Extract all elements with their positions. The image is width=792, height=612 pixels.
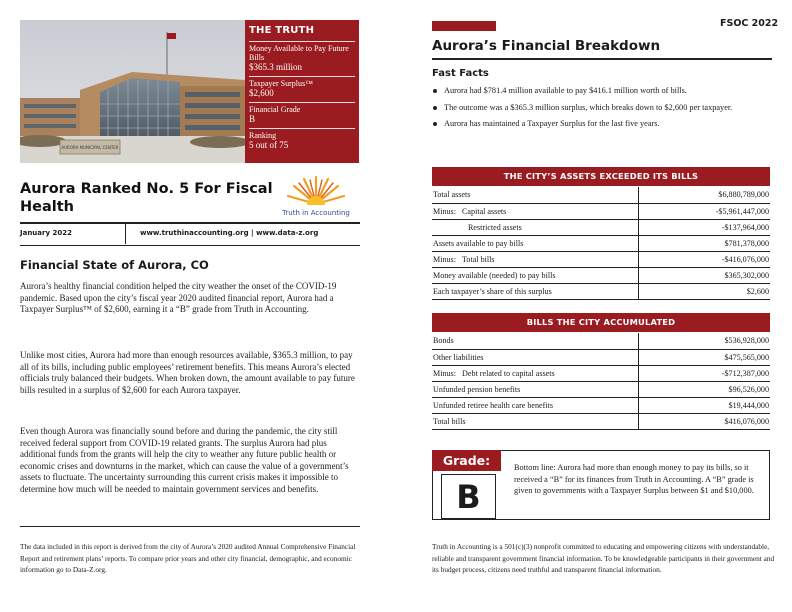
fast-fact-item: The outcome was a $365.3 million surplus, which breaks down to $2,600 per taxpayer. [432,103,772,114]
row-label: Each taxpayer’s share of this surplus [432,284,638,300]
table-row [432,219,770,235]
table-row [432,251,770,267]
truth-summary-box [245,20,359,163]
sun-logo-icon [280,174,352,210]
table-row [432,187,770,203]
row-prefix: Minus: [433,368,456,378]
truth-divider [249,76,355,77]
grade-letter: B [441,474,496,519]
row-value: $475,565,000 [638,349,770,365]
row-value: $781,378,000 [638,235,770,251]
row-label [432,251,638,267]
fast-fact-item: Aurora had $781.4 million available to pay $416.1 million worth of bills. [432,86,772,97]
meta-bottom-rule [20,245,360,246]
truth-divider [249,41,355,42]
table-row [432,349,770,365]
organization-note: Truth in Accounting is a 501(c)(3) nonprofit committed to educating and empowering citizens with understandable, reliable and transparent government financial information. To be knowledgeable participants in their government and its budget process, citizens need truthful and transparent financial information. [432,542,775,575]
row-prefix: Minus: [433,254,456,264]
row-value: $416,076,000 [638,413,770,429]
truth-divider [249,102,355,103]
table-row [432,365,770,381]
row-value: -$416,076,000 [638,251,770,267]
financial-grade-value: B [249,114,256,124]
section-title: Financial State of Aurora, CO [20,258,209,272]
row-value: $19,444,000 [638,397,770,413]
table-row [432,203,770,219]
fast-facts-title: Fast Facts [432,68,489,79]
row-label: Other liabilities [432,349,638,365]
row-value: $6,880,789,000 [638,187,770,203]
money-available-value: $365.3 million [249,62,303,72]
data-source-footnote: The data included in this report is derived from the city of Aurora’s 2020 audited Annual Comprehensive Financial Report and retirement plans’ reports. To compare prior years and other city financial, demographic, and economic information go to Data-Z.org. [20,542,356,575]
fast-facts-list [432,86,772,136]
row-value: $2,600 [638,284,770,300]
building-sign-text: AURORA MUNICIPAL CENTER [61,145,119,150]
report-title: Aurora Ranked No. 5 For Fiscal Health [20,181,273,215]
row-label: Total assets [432,187,638,203]
bills-table [432,333,770,430]
row-value: $96,526,000 [638,381,770,397]
row-prefix: Minus: [433,206,456,216]
grade-label: Grade: [432,450,501,471]
truth-divider [249,128,355,129]
table-row [432,381,770,397]
financial-grade-label: Financial Grade [249,105,301,114]
meta-top-rule [20,222,360,224]
grade-explanation: Bottom line: Aurora had more than enough money to pay its bills, so it received a “B” for its finances from Truth in Accounting. A “B” grade is given to governments with a Taxpayer Surplus between $1 and $10,000. [514,463,754,496]
row-value: $365,302,000 [638,267,770,283]
breakdown-title: Aurora’s Financial Breakdown [432,38,661,54]
assets-table [432,187,770,300]
row-value: -$137,964,000 [638,219,770,235]
fast-fact-item: Aurora has maintained a Taxpayer Surplus for the last five years. [432,119,772,130]
row-label-text: Debt related to capital assets [462,368,555,378]
row-label: Unfunded retiree health care benefits [432,397,638,413]
row-value: $536,928,000 [638,333,770,349]
table-row [432,235,770,251]
row-label [432,365,638,381]
table-row [432,413,770,429]
money-available-label: Money Available to Pay Future Bills [249,44,349,62]
table-row [432,333,770,349]
meta-divider [125,224,126,244]
truth-title: THE TRUTH [249,25,315,36]
taxpayer-surplus-value: $2,600 [249,88,274,98]
row-label: Total bills [432,413,638,429]
city-hall-photo-svg [20,20,245,163]
body-paragraph: Even though Aurora was financially sound before and during the pandemic, the city still received federal support from COVID-19 related grants. The surplus Aurora had plus additional funds from the grants will help the city to weather any future public health or economic crises and downturns in the market, which can cause the value of a government’s assets to fluctuate. The uncertainty surrounding this current crisis makes it impossible to determine how much will be needed to maintain government services and benefits. [20,426,349,494]
row-label: Assets available to pay bills [432,235,638,251]
table-row [432,397,770,413]
row-label: Bonds [432,333,638,349]
row-value: -$712,387,000 [638,365,770,381]
report-date: January 2022 [20,229,72,237]
row-label: Money available (needed) to pay bills [432,267,638,283]
row-label: Unfunded pension benefits [432,381,638,397]
ranking-label: Ranking [249,131,277,140]
logo-text: Truth in Accounting [282,209,350,217]
row-label: Restricted assets [432,219,638,235]
footnote-rule [20,526,360,527]
row-label [432,203,638,219]
row-label-text: Capital assets [462,206,507,216]
table-row [432,284,770,300]
truth-in-accounting-logo [280,174,352,218]
website-links[interactable]: www.truthinaccounting.org | www.data-z.org [140,229,319,237]
table-row [432,267,770,283]
ranking-value: 5 out of 75 [249,140,289,150]
row-value: -$5,961,447,000 [638,203,770,219]
body-paragraph: Aurora’s healthy financial condition helped the city weather the onset of the COVID-19 pandemic. Based upon the city’s fiscal year 2020 audited financial report, Aurora had a Taxpayer Surplus™ of $2,600, earning it a “B” grade from Truth in Accounting. [20,281,337,315]
city-hall-photo [20,20,245,163]
assets-table-header: THE CITY’S ASSETS EXCEEDED ITS BILLS [432,167,770,186]
body-paragraph: Unlike most cities, Aurora had more than enough resources available, $365.3 million, to pay all of its bills, including public employees’ retirement benefits. This means Aurora’s elected officials truly balanced their budgets. When broken down, the amount available to pay future bills resulted in a surplus of $2,600 for each Aurora taxpayer. [20,350,355,395]
bills-table-header: BILLS THE CITY ACCUMULATED [432,313,770,332]
document-id: FSOC 2022 [720,18,779,29]
row-label-text: Total bills [462,254,495,264]
title-rule [432,58,772,60]
taxpayer-surplus-label: Taxpayer Surplus™ [249,79,313,88]
accent-bar [432,21,496,31]
